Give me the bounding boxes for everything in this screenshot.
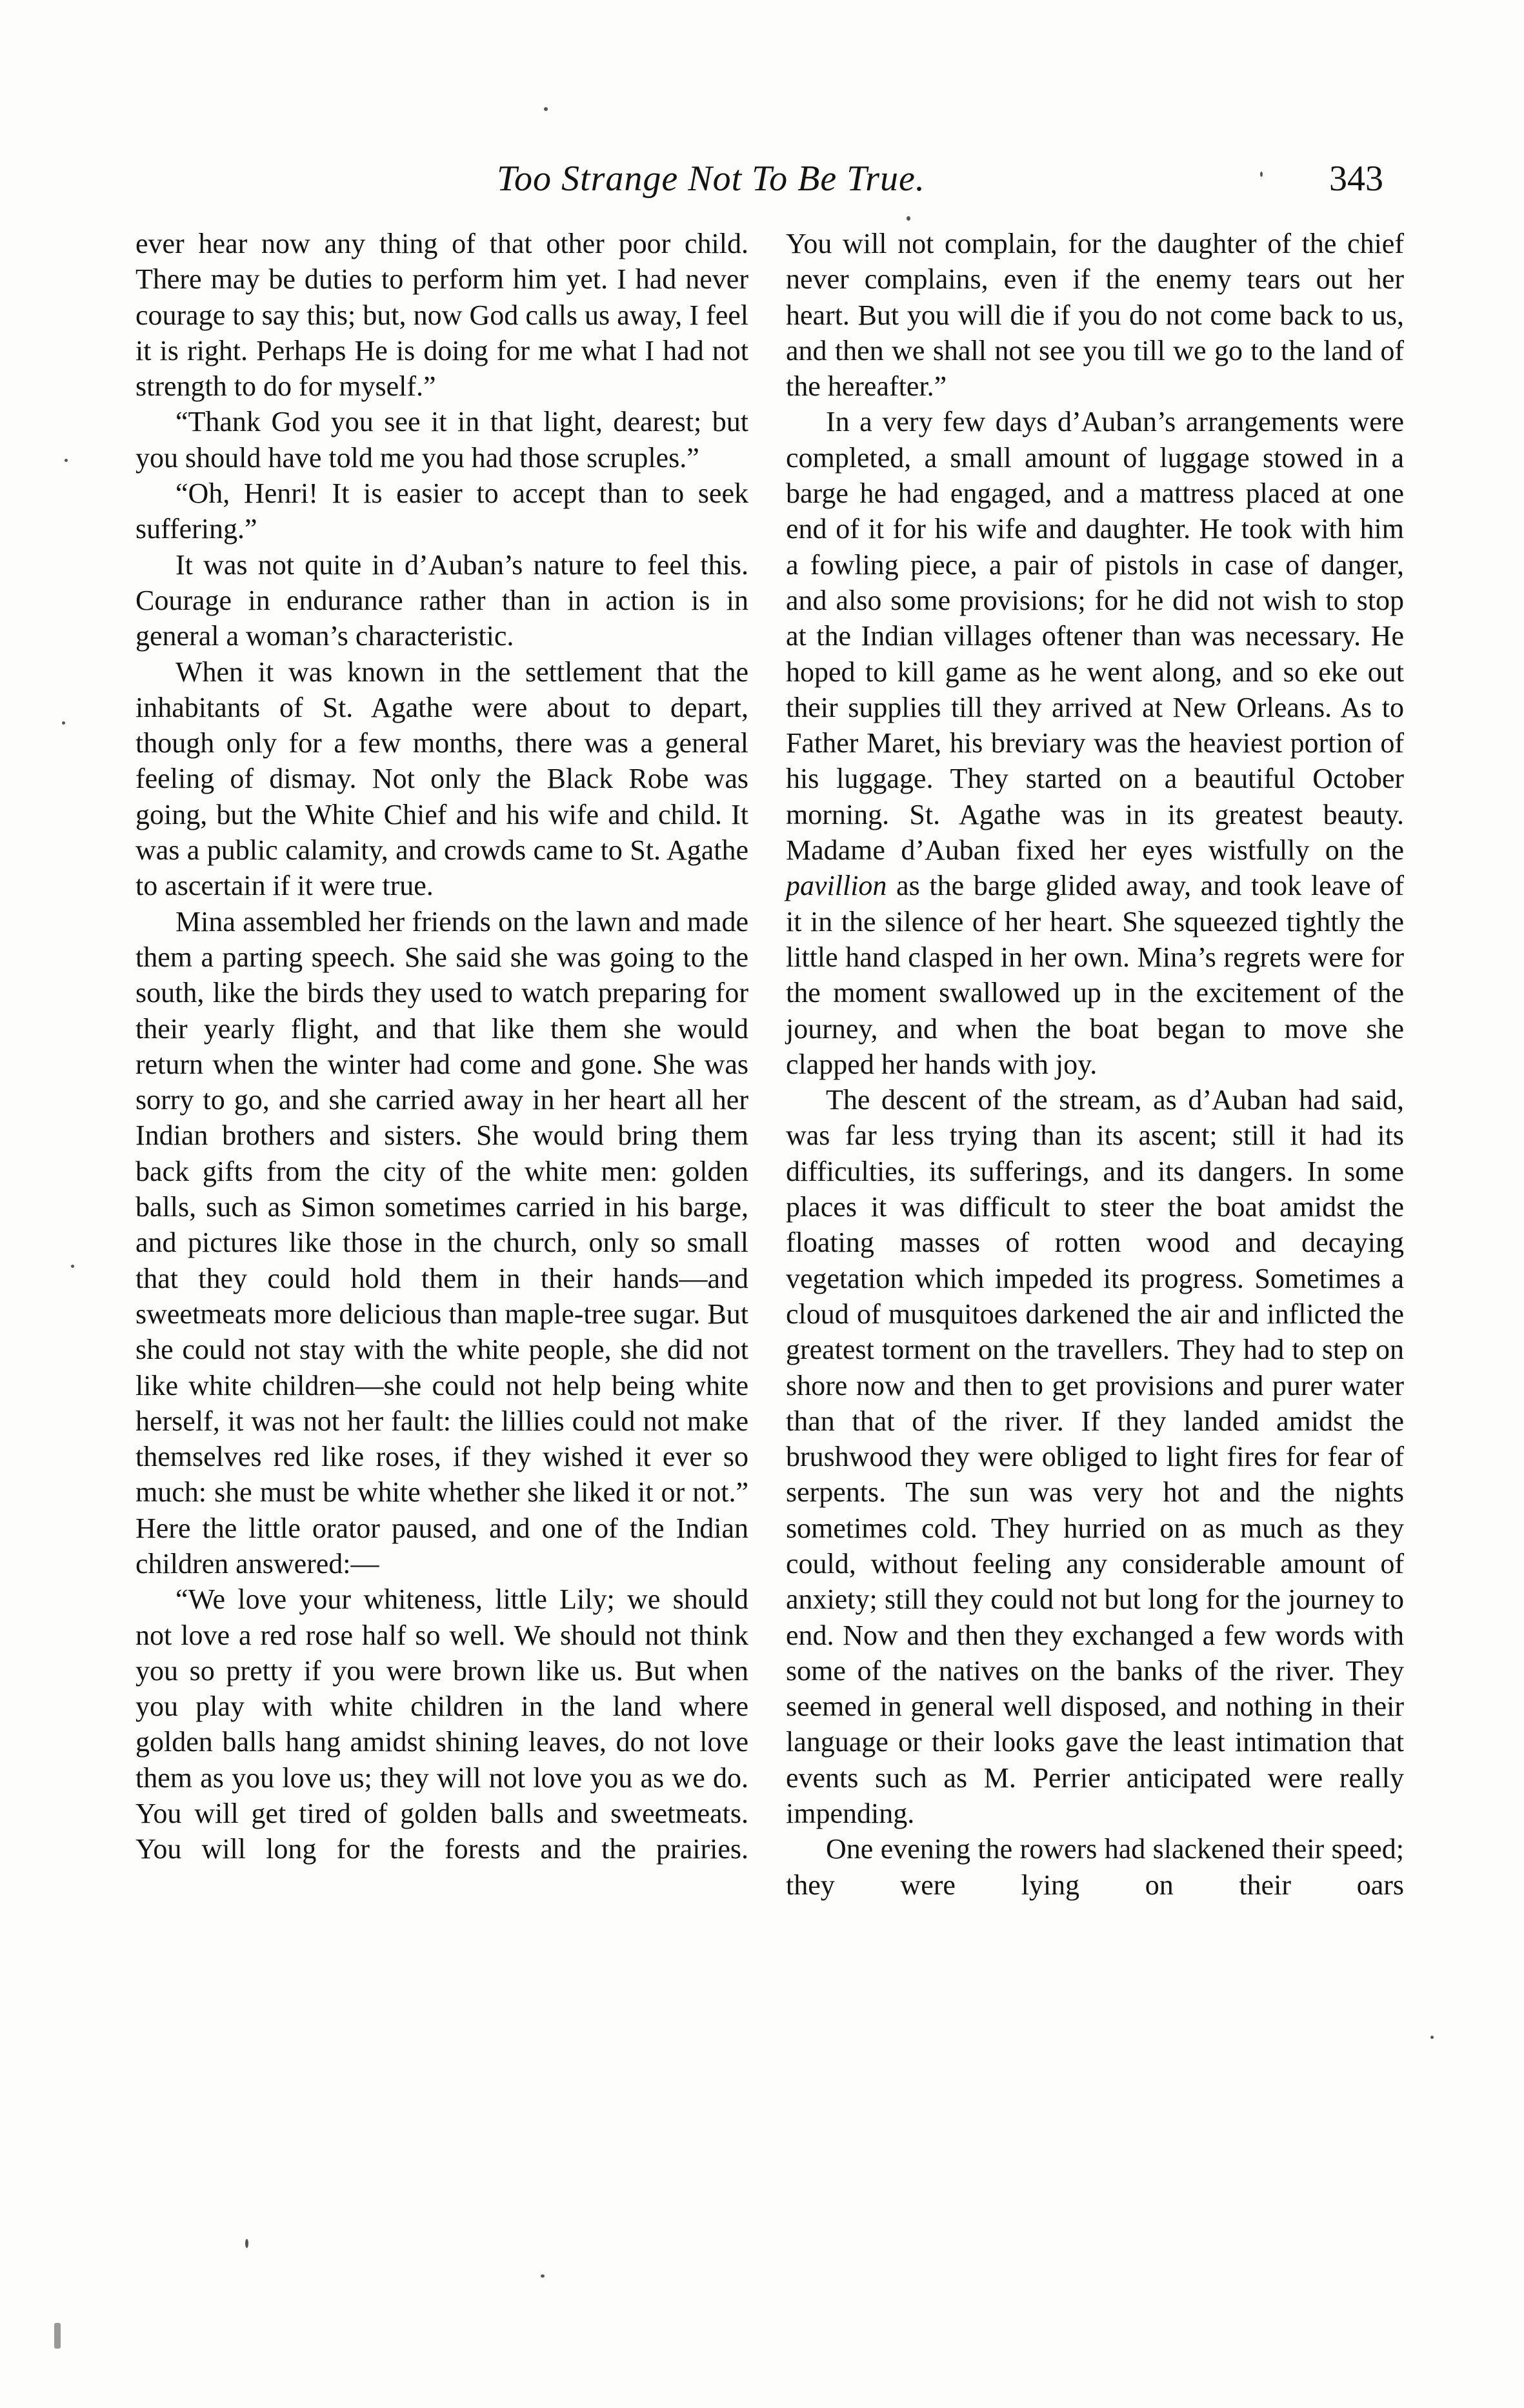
scan-speck [62,721,65,725]
running-title: Too Strange Not To Be True. [497,159,925,199]
paragraph: One evening the rowers had slackened their speed; they were lying on their oars [786,1833,1404,1901]
paragraph: When it was known in the settlement that the inhabitants of St. Agathe were about to depart, though only for a few months, there was a general feeling of dismay. Not only the Black Robe was going, but the White Chief and his wife and child. It was a public calamity, and crowds came to St. Agathe to ascertain if it were true. [135,656,748,902]
scan-speck [907,216,910,221]
page-number: 343 [1329,159,1383,199]
paragraph: It was not quite in d’Auban’s nature to feel this. Courage in endurance rather than in action is in general a woman’s characteristic. [135,548,748,652]
scan-speck [54,2323,61,2349]
scan-speck [71,1265,74,1268]
paragraph: The descent of the stream, as d’Auban had said, was far less trying than its ascent; still it had its difficulties, its sufferings, and its dangers. In some places it was difficult to steer the boat amidst the floating masses of rotten wood and decaying vegetation which impeded its progress. Sometimes a cloud of musquitoes darkened the air and inflicted the greatest torment on the travellers. They had to step on shore now and then to get provisions and purer water than that of the river. If they landed amidst the brushwood they were obliged to light fires for fear of serpents. The sun was very hot and the nights sometimes cold. They hurried on as much as they could, without feeling any considerable amount of anxiety; still they could not but long for the journey to end. Now and then they exchanged a few words with some of the natives on the banks of the river. They seemed in general well disposed, and nothing in their language or their looks gave the least intimation that events such as M. Perrier anticipated were really impending. [786,1084,1404,1830]
scan-speck [1430,2036,1434,2039]
scan-speck [544,107,548,111]
right-column [786,226,1404,1903]
running-head [0,158,1524,210]
paragraph: Mina assembled her friends on the lawn and made them a parting speech. She said she was going to the south, like the birds they used to watch preparing for their yearly flight, and that like them she would return when the winter had come and gone. She was sorry to go, and she carried away in her heart all her Indian brothers and sisters. She would bring them back gifts from the city of the white men: golden balls, such as Simon sometimes carried in his barge, and pictures like those in the church, only so small that they could hold them in their hands—and sweetmeats more delicious than maple-tree sugar. But she could not stay with the white people, she did not like white children—she could not help being white herself, it was not her fault: the lillies could not make themselves red like roses, if they wished it ever so much: she must be white whether she liked it or not.” Here the little orator paused, and one of the Indian children answered:— [135,905,748,1580]
scan-speck [541,2274,545,2278]
paragraph: “We love your whiteness, little Lily; we should not love a red rose half so well. We should not think you so pretty if you were brown like us. But when you play with white children in the land where golden balls hang amidst shining leaves, do not love them as you love us; they will not love you as we do. You will get tired of golden balls and sweetmeats. You will long for the forests and the prairies. [135,1583,748,1865]
paragraph-continued: ever hear now any thing of that other poor child. There may be duties to perform him yet. I had never courage to say this; but, now God calls us away, I feel it is right. Perhaps He is doing for me what I had not strength to do for myself.” [135,228,748,403]
left-column [135,226,748,1867]
paragraph-text: as the barge glided away, and took leave of it in the silence of her heart. She squeezed tightly the little hand clasped in her own. Mina’s regrets were for the moment swallowed up in the excitement of the journey, and when the boat began to move she clapped her hands with joy. [786,870,1404,1080]
paragraph [786,404,1404,1082]
paragraph-text: In a very few days d’Auban’s arrangements were completed, a small amount of luggage stowed in a barge he had engaged, and a mattress placed at one end of it for his wife and daughter. He took with him a fowling piece, a pair of pistols in case of danger, and also some provisions; for he did not wish to stop at the Indian villages oftener than was necessary. He hoped to kill game as he went along, and so eke out their supplies till they arrived at New Orleans. As to Father Maret, his breviary was the heaviest portion of his luggage. They started on a beautiful October morning. St. Agathe was in its greatest beauty. Madame d’Auban fixed her eyes wistfully on the [786,406,1404,867]
scan-speck [1260,172,1263,177]
scan-speck [245,2239,248,2248]
paragraph: “Thank God you see it in that light, dearest; but you should have told me you had those scruples.” [135,406,748,474]
scan-speck [65,459,68,462]
paragraph-continued: You will not complain, for the daughter of the chief never complains, even if the enemy tears out her heart. But you will die if you do not come back to us, and then we shall not see you till we go to the land of the hereafter.” [786,228,1404,403]
paragraph: “Oh, Henri! It is easier to accept than to seek suffering.” [135,477,748,545]
italic-word: pavillion [786,870,887,902]
